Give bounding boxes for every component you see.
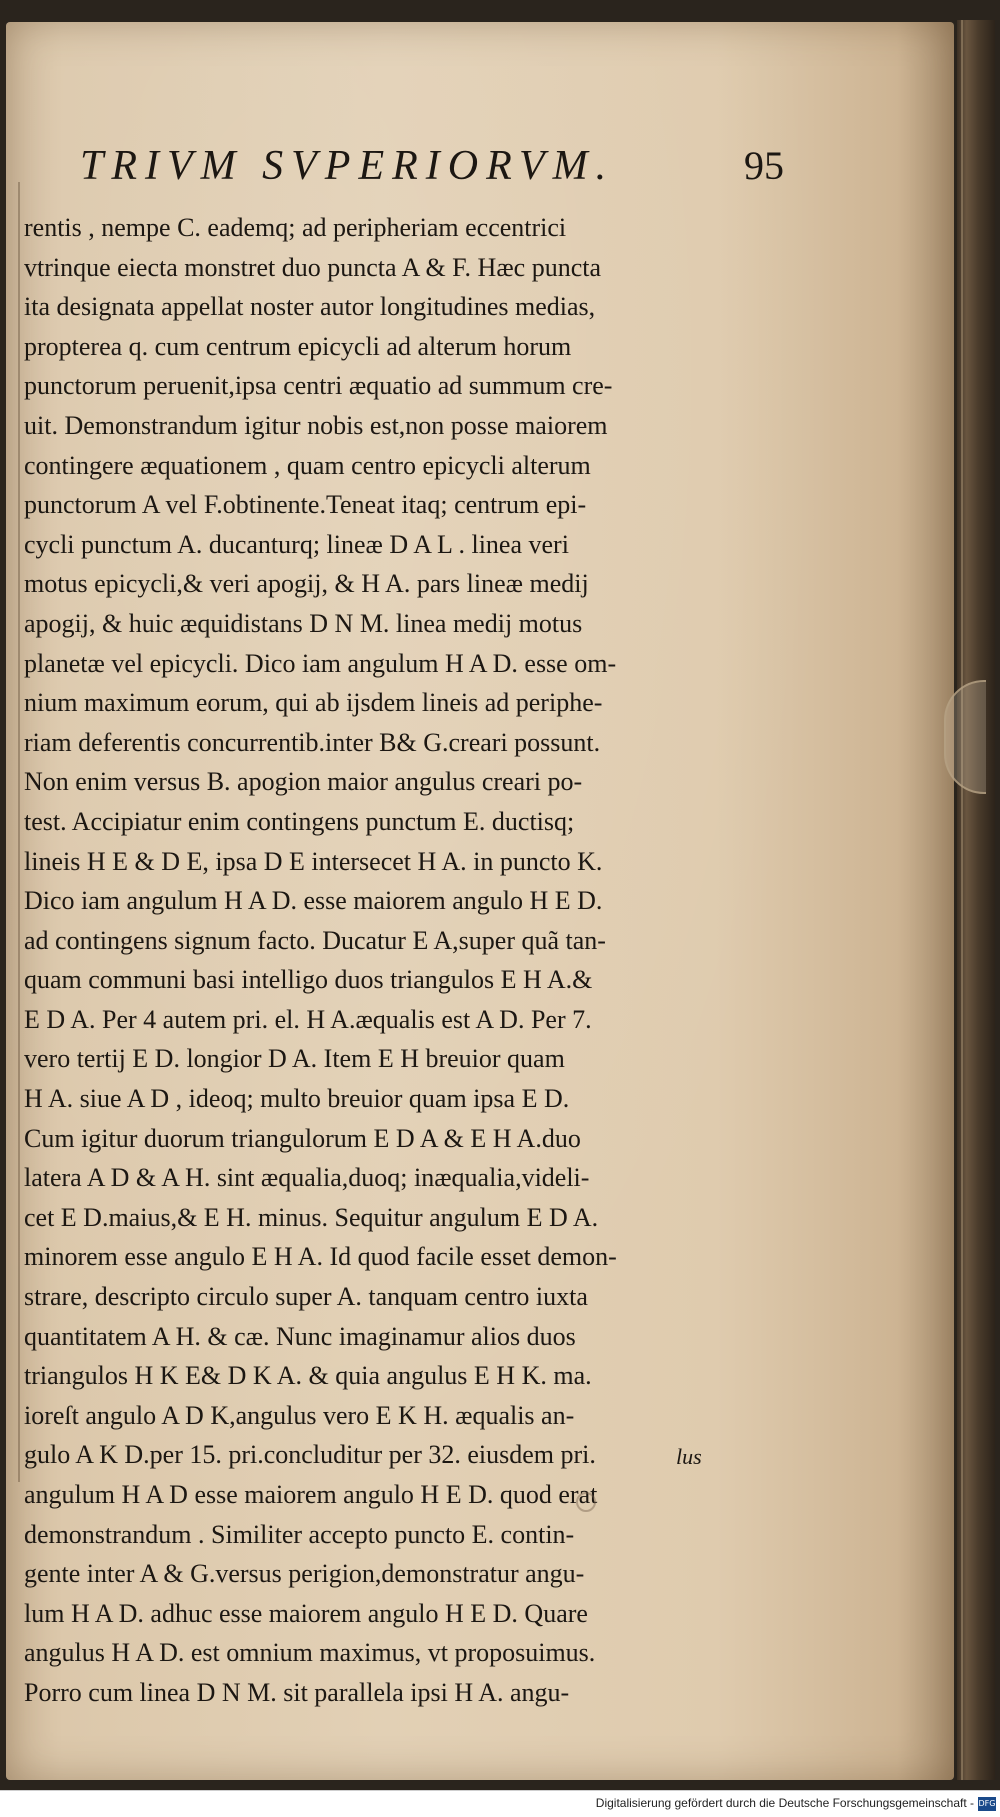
text-line: latera A D & A H. sint æqualia,duoq; inæqualia,videli- — [24, 1163, 590, 1193]
catchword: lus — [676, 1444, 702, 1469]
text-line: quam communi basi intelligo duos triangulos E H A.& — [24, 965, 593, 995]
text-line: angulus H A D. est omnium maximus, vt proposuimus. — [24, 1638, 596, 1668]
text-line: nium maximum eorum, qui ab ijsdem lineis ad periphe- — [24, 688, 603, 718]
text-line: ioreſt angulo A D K,angulus vero E K H. æqualis an- — [24, 1400, 575, 1430]
text-line: quantitatem A H. & cæ. Nunc imaginamur alios duos — [24, 1321, 576, 1351]
text-line: lineis H E & D E, ipsa D E intersecet H A. in puncto K. — [24, 846, 603, 876]
paper-stain — [576, 1492, 596, 1512]
text-line: ita designata appellat noster autor longitudines medias, — [24, 292, 596, 322]
book-page — [6, 22, 954, 1780]
text-line: gulo A K D.per 15. pri.concluditur per 32. eiusdem pri. — [24, 1440, 596, 1470]
bookmark-tab — [944, 680, 986, 794]
text-line: demonstrandum . Similiter accepto puncto E. contin- — [24, 1519, 575, 1549]
text-line: vtrinque eiecta monstret duo puncta A & F. Hæc puncta — [24, 252, 602, 282]
text-line: minorem esse angulo E H A. Id quod facile esset demon- — [24, 1242, 617, 1272]
running-head: TRIVM SVPERIORVM. — [80, 143, 615, 189]
text-line: vero tertij E D. longior D A. Item E H breuior quam — [24, 1044, 565, 1074]
text-line: E D A. Per 4 autem pri. el. H A.æqualis est A D. Per 7. — [24, 1004, 592, 1034]
text-line: Porro cum linea D N M. sit parallela ipsi H A. angu- — [24, 1677, 570, 1707]
body-text — [24, 208, 724, 1713]
text-line: test. Accipiatur enim contingens punctum E. ductisq; — [24, 806, 575, 836]
text-line: planetæ vel epicycli. Dico iam angulum H A D. esse om- — [24, 648, 617, 678]
text-line: ad contingens signum facto. Ducatur E A,super quã tan- — [24, 925, 606, 955]
text-line: Cum igitur duorum triangulorum E D A & E H A.duo — [24, 1123, 581, 1153]
text-line: cet E D.maius,& E H. minus. Sequitur angulum E D A. — [24, 1202, 599, 1232]
text-line: lum H A D. adhuc esse maiorem angulo H E D. Quare — [24, 1598, 588, 1628]
text-line: triangulos H K E& D K A. & quia angulus E H K. ma. — [24, 1361, 592, 1391]
text-line: punctorum A vel F.obtinente.Teneat itaq; centrum epi- — [24, 490, 587, 520]
text-line: apogij, & huic æquidistans D N M. linea medij motus — [24, 608, 583, 638]
text-line: Non enim versus B. apogion maior angulus creari po- — [24, 767, 583, 797]
text-line: H A. siue A D , ideoq; multo breuior quam ipsa E D. — [24, 1084, 570, 1114]
text-line: punctorum peruenit,ipsa centri æquatio ad summum cre- — [24, 371, 613, 401]
text-line: cycli punctum A. ducanturq; lineæ D A L . linea veri — [24, 529, 569, 559]
text-line: angulum H A D esse maiorem angulo H E D. quod erat — [24, 1480, 598, 1509]
text-line: contingere æquationem , quam centro epicycli alterum — [24, 450, 591, 480]
text-line: strare, descripto circulo super A. tanquam centro iuxta — [24, 1282, 588, 1312]
text-line: gente inter A & G.versus perigion,demonstratur angu- — [24, 1559, 585, 1589]
page-number: 95 — [744, 143, 784, 188]
text-line: riam deferentis concurrentib.inter B& G.creari possunt. — [24, 727, 601, 757]
funding-credit: Digitalisierung gefördert durch die Deutsche Forschungsgemeinschaft - — [595, 1796, 974, 1810]
gutter-shadow — [18, 182, 20, 1482]
page-edges — [957, 20, 995, 1780]
text-line: rentis , nempe C. eademq; ad peripheriam eccentrici — [24, 213, 567, 242]
text-line: Dico iam angulum H A D. esse maiorem angulo H E D. — [24, 886, 603, 916]
text-line: motus epicycli,& veri apogij, & H A. pars lineæ medij — [24, 569, 589, 599]
dfg-logo: DFG — [978, 1797, 996, 1811]
text-line: propterea q. cum centrum epicycli ad alterum horum — [24, 331, 572, 361]
text-line: uit. Demonstrandum igitur nobis est,non posse maiorem — [24, 410, 608, 440]
footer-bar — [0, 1790, 1000, 1817]
